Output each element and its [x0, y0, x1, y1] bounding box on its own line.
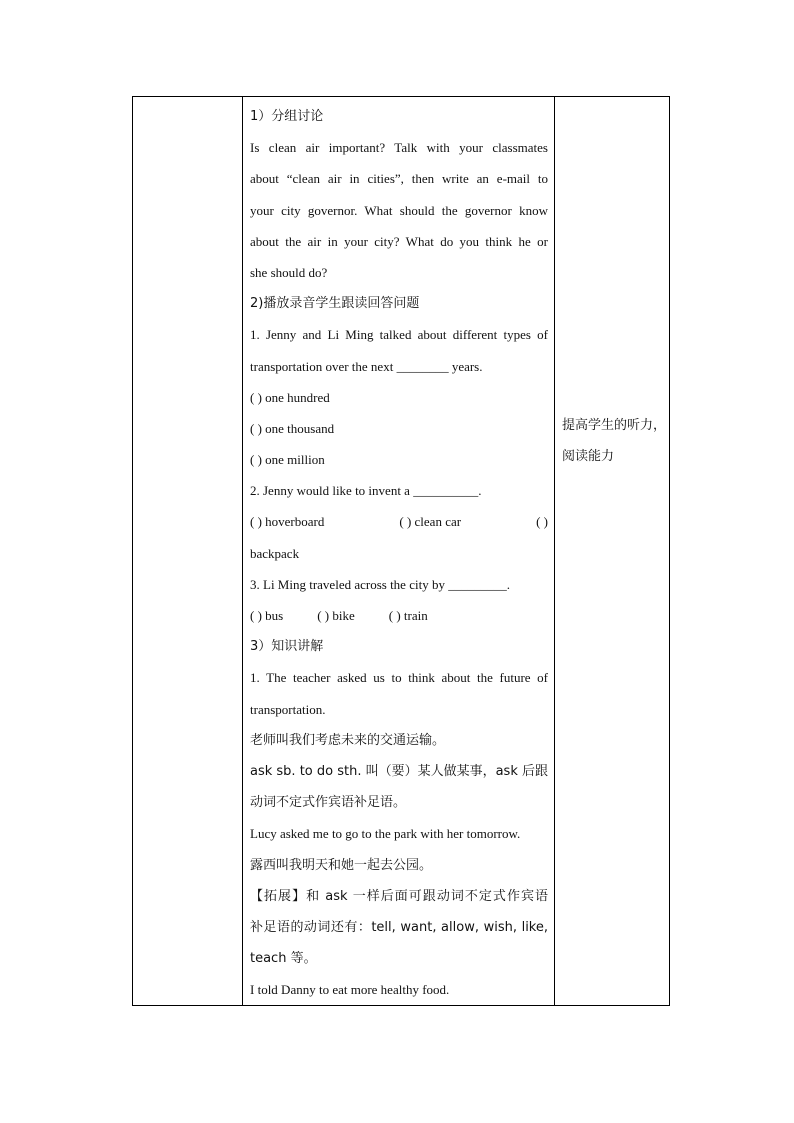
question-3-line: 3. Li Ming traveled across the city by _________. [250, 576, 510, 592]
knowledge-example-line: 1. The teacher asked us to think about the future of [250, 670, 548, 686]
knowledge-example-line: transportation. [250, 701, 326, 717]
discussion-text-line: about the air in your city? What do you think he or [250, 233, 548, 249]
left-empty-cell [133, 97, 243, 1006]
question-3-option: ( ) bus [250, 608, 284, 623]
question-1-option: ( ) one hundred [250, 389, 330, 405]
table-row [133, 97, 670, 1006]
extension-line: teach 等。 [250, 951, 317, 967]
extension-line: 【拓展】和 ask 一样后面可跟动词不定式作宾语 [250, 888, 548, 904]
section-title-group-discussion: 1）分组讨论 [250, 109, 324, 124]
question-1-line: 1. Jenny and Li Ming talked about different types of [250, 327, 548, 343]
section-title-knowledge: 3）知识讲解 [250, 639, 324, 655]
knowledge-rule-line: 动词不定式作宾语补足语。 [250, 795, 407, 811]
question-3-options [250, 600, 548, 631]
lesson-plan-table [132, 96, 670, 1006]
teaching-content-cell [243, 97, 555, 1006]
discussion-text-line: Is clean air important? Talk with your classmates [250, 140, 548, 156]
question-2-option: ( ) clean car [399, 514, 462, 530]
knowledge-rule-line: ask sb. to do sth. 叫（要）某人做某事，ask 后跟 [250, 763, 548, 779]
design-intent-cell [555, 97, 670, 1006]
example-translation: 露西叫我明天和她一起去公园。 [250, 857, 433, 873]
question-3-option: ( ) train [388, 608, 428, 623]
discussion-text-line: she should do? [250, 264, 328, 280]
design-intent-line: 阅读能力 [562, 449, 615, 464]
question-1-line: transportation over the next ________ years. [250, 358, 483, 374]
example-sentence: I told Danny to eat more healthy food. [250, 982, 450, 998]
question-2-option: ( ) [536, 514, 548, 530]
example-sentence: Lucy asked me to go to the park with her tomorrow. [250, 826, 521, 842]
question-1-option: ( ) one thousand [250, 420, 335, 436]
knowledge-translation: 老师叫我们考虑未来的交通运输。 [250, 732, 446, 748]
question-3-option: ( ) bike [317, 608, 355, 623]
section-title-listening: 2)播放录音学生跟读回答问题 [250, 296, 420, 312]
design-intent-line: 提高学生的听力， [562, 418, 667, 433]
question-2-option: ( ) hoverboard [250, 514, 325, 530]
question-2-option-wrap: backpack [250, 545, 300, 561]
question-2-options [250, 506, 548, 537]
discussion-text-line: your city governor. What should the governor know [250, 202, 548, 218]
question-2-line: 2. Jenny would like to invent a __________. [250, 483, 482, 499]
extension-line: 补足语的动词还有：tell, want, allow, wish, like, [250, 919, 548, 935]
question-1-option: ( ) one million [250, 452, 325, 468]
discussion-text-line: about “clean air in cities”, then write an e-mail to [250, 171, 548, 187]
